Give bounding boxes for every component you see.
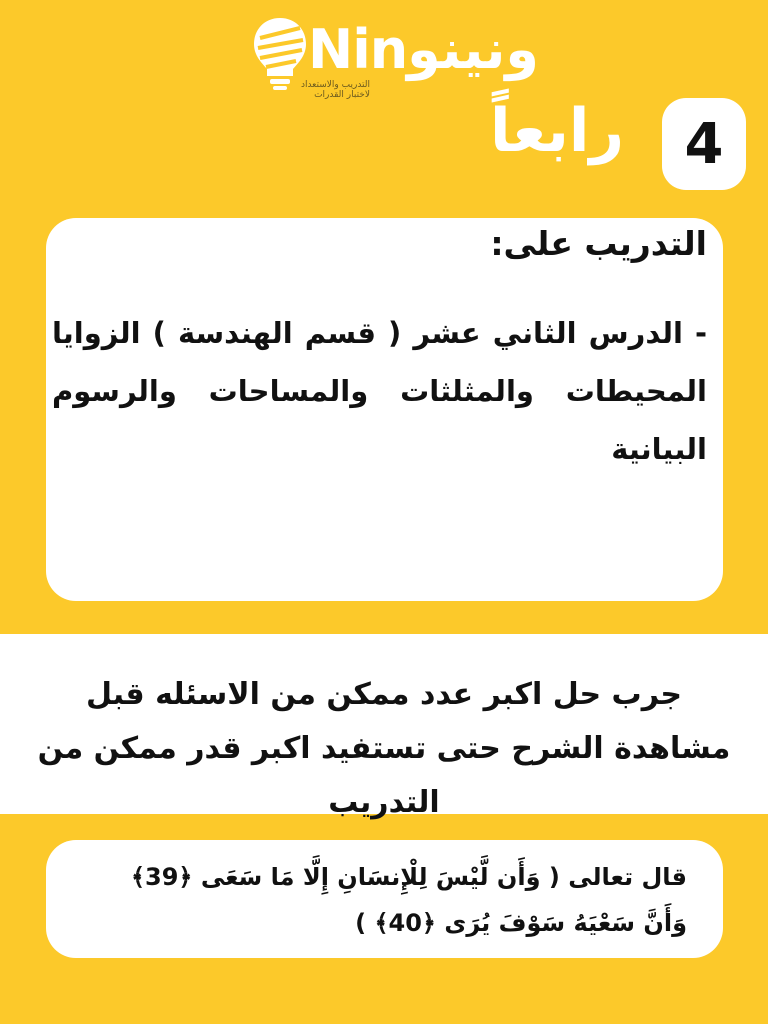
lesson-description: - الدرس الثاني عشر ( قسم الهندسة ) الزوايا المحيطات والمثلثات والمساحات والرسوم البيانية xyxy=(52,316,707,466)
verse-line-2: وَأَنَّ سَعْيَهُ سَوْفَ يُرَى ﴿40﴾ ) xyxy=(355,909,687,937)
lesson-card xyxy=(46,218,723,601)
section-title: رابعاً xyxy=(490,96,625,166)
verse-text xyxy=(66,854,687,946)
logo-wordmark: Ninونينو xyxy=(308,18,539,81)
logo-tagline: التدريب والاستعداد لاختبار القدرات xyxy=(300,80,370,100)
advice-band xyxy=(0,634,768,820)
brand-logo xyxy=(250,14,539,106)
verse-card xyxy=(46,840,723,958)
advice-text: جرب حل اكبر عدد ممكن من الاسئله قبل مشاهدة الشرح حتى تستفيد اكبر قدر ممكن من التدريب xyxy=(37,677,731,820)
verse-line-1: قال تعالى ( وَأَن لَّيْسَ لِلْإِنسَانِ إِلَّا مَا سَعَى ﴿39﴾ xyxy=(130,863,687,891)
section-number-badge: 4 xyxy=(662,98,746,190)
lesson-heading: التدريب على: xyxy=(490,224,707,263)
